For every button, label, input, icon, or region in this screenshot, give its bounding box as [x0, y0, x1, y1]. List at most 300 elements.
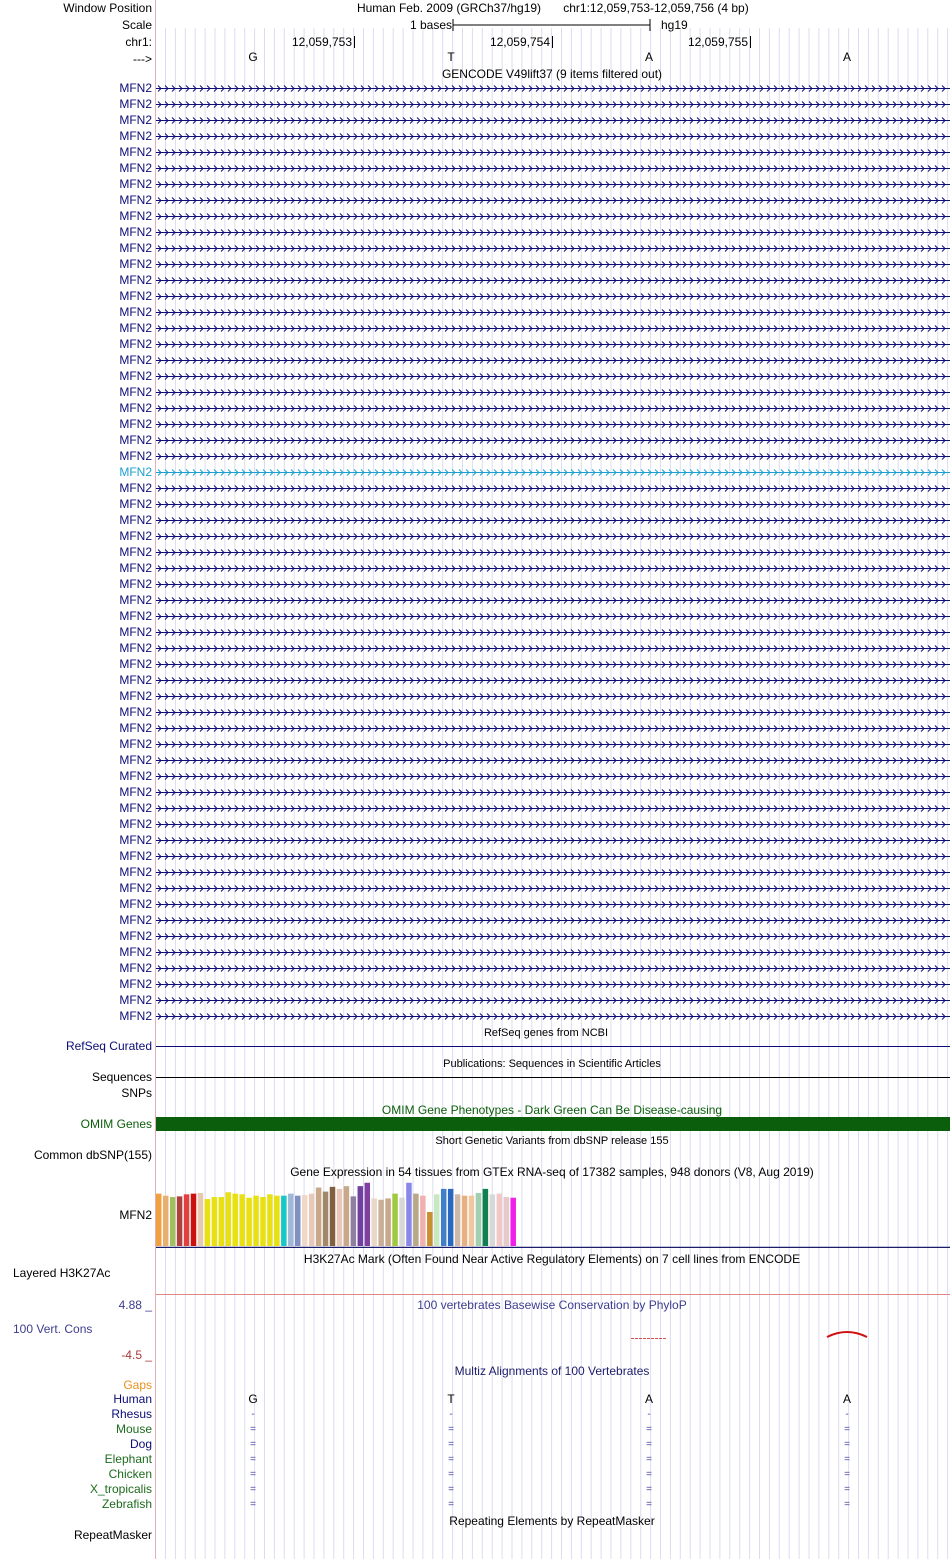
gtex-tissue-bar — [205, 1199, 211, 1246]
gene-intron-line — [156, 336, 950, 352]
gene-label-mfn2[interactable]: MFN2 — [119, 1009, 152, 1023]
gene-row[interactable] — [156, 736, 950, 752]
gtex-tissue-bar — [330, 1187, 336, 1246]
gtex-tissue-bar — [462, 1196, 468, 1246]
gtex-tissue-bar — [302, 1195, 308, 1246]
gtex-tissue-bar — [323, 1192, 329, 1246]
gene-intron-line — [156, 256, 950, 272]
gene-row[interactable] — [156, 896, 950, 912]
gene-label-mfn2[interactable]: MFN2 — [119, 209, 152, 223]
dbsnp-track-title: Short Genetic Variants from dbSNP release 155 — [435, 1135, 669, 1147]
gene-label-mfn2[interactable]: MFN2 — [119, 673, 152, 687]
alignment-cell: = — [844, 1439, 850, 1450]
repeatmasker-track-title: Repeating Elements by RepeatMasker — [449, 1514, 655, 1528]
gene-label-mfn2[interactable]: MFN2 — [119, 273, 152, 287]
gtex-tissue-bar — [358, 1186, 364, 1246]
gene-intron-line — [156, 608, 950, 624]
refseq-gene-line[interactable] — [156, 1040, 950, 1052]
gene-label-mfn2[interactable]: MFN2 — [119, 657, 152, 671]
gtex-tissue-bar — [253, 1196, 258, 1246]
gene-intron-line — [156, 576, 950, 592]
gtex-tissue-bar — [483, 1189, 489, 1246]
scale-label: Scale — [121, 18, 152, 32]
refseq-track-title: RefSeq genes from NCBI — [483, 1027, 609, 1039]
gene-intron-line — [156, 656, 950, 672]
gtex-tissue-bar — [434, 1194, 440, 1246]
ruler-ticks — [156, 34, 950, 50]
gene-label-mfn2[interactable]: MFN2 — [119, 785, 152, 799]
gene-intron-line — [156, 720, 950, 736]
gene-row[interactable] — [156, 288, 950, 304]
gene-label-mfn2[interactable]: MFN2 — [119, 769, 152, 783]
species-label-rhesus: Rhesus — [111, 1407, 152, 1421]
gene-row[interactable] — [156, 752, 950, 768]
gtex-tissue-bar — [365, 1183, 371, 1246]
gencode-track-title: GENCODE V49lift37 (9 items filtered out) — [441, 67, 663, 81]
alignment-cell: = — [250, 1484, 256, 1495]
gene-intron-line — [156, 976, 950, 992]
species-label-dog: Dog — [129, 1437, 152, 1451]
gene-intron-line — [156, 320, 950, 336]
gene-row[interactable] — [156, 240, 950, 256]
gene-row[interactable] — [156, 768, 950, 784]
h3k27ac-track-title: H3K27Ac Mark (Often Found Near Active Regulatory Elements) on 7 cell lines from ENCODE — [303, 1252, 801, 1266]
gene-intron-line — [156, 752, 950, 768]
gtex-tissue-bar — [490, 1194, 496, 1246]
alignment-cell: - — [845, 1409, 849, 1420]
gtex-tissue-bar — [226, 1192, 232, 1246]
alignment-cell: = — [250, 1469, 256, 1480]
gtex-bar-chart[interactable] — [156, 1178, 950, 1248]
gtex-track-title: Gene Expression in 54 tissues from GTEx RNA-seq of 17382 samples, 948 donors (V8, Aug 2019) — [290, 1165, 814, 1179]
gene-label-mfn2[interactable]: MFN2 — [119, 129, 152, 143]
gene-row[interactable] — [156, 432, 950, 448]
gene-label-mfn2[interactable]: MFN2 — [119, 449, 152, 463]
gtex-tissue-bar — [232, 1194, 238, 1246]
gene-row[interactable] — [156, 448, 950, 464]
gene-row[interactable] — [156, 80, 950, 96]
gene-row[interactable] — [156, 192, 950, 208]
gtex-tissue-bar — [337, 1189, 343, 1246]
gene-row[interactable] — [156, 112, 950, 128]
alignment-cell: G — [248, 1392, 258, 1406]
gene-label-mfn2[interactable]: MFN2 — [119, 593, 152, 607]
gtex-tissue-bar — [163, 1196, 169, 1246]
gene-intron-line — [156, 272, 950, 288]
scale-bar — [452, 16, 654, 33]
gene-row[interactable] — [156, 512, 950, 528]
gene-label-mfn2[interactable]: MFN2 — [119, 609, 152, 623]
gene-label-mfn2[interactable]: MFN2 — [119, 321, 152, 335]
window-position-label: Window Position — [63, 1, 152, 15]
alignment-cell: = — [844, 1499, 850, 1510]
gene-row[interactable] — [156, 272, 950, 288]
gtex-tissue-bar — [399, 1198, 405, 1246]
alignment-cell: = — [646, 1454, 652, 1465]
gtex-tissue-bar — [385, 1198, 391, 1246]
publications-line[interactable] — [156, 1071, 950, 1083]
alignment-cell: = — [448, 1469, 454, 1480]
alignment-cell: = — [646, 1499, 652, 1510]
gene-label-mfn2[interactable]: MFN2 — [119, 897, 152, 911]
gene-row[interactable] — [156, 400, 950, 416]
position-title: chr1:12,059,753-12,059,756 (4 bp) — [563, 1, 749, 15]
gene-label-mfn2[interactable]: MFN2 — [119, 929, 152, 943]
gtex-tissue-bar — [260, 1197, 266, 1246]
alignment-cell: = — [844, 1469, 850, 1480]
gene-label-mfn2[interactable]: MFN2 — [119, 945, 152, 959]
gtex-tissue-bar — [344, 1186, 350, 1246]
gene-row[interactable] — [156, 928, 950, 944]
gtex-tissue-bar — [510, 1198, 516, 1246]
gene-row[interactable] — [156, 1008, 950, 1024]
gene-row[interactable] — [156, 832, 950, 848]
gtex-tissue-bar — [219, 1197, 225, 1246]
gene-label-mfn2[interactable]: MFN2 — [119, 913, 152, 927]
species-label-human: Human — [113, 1392, 152, 1406]
gene-row[interactable] — [156, 848, 950, 864]
gene-intron-line — [156, 384, 950, 400]
gene-intron-line — [156, 528, 950, 544]
phylop-track-label[interactable]: 100 Vert. Cons — [13, 1322, 93, 1336]
gene-row[interactable] — [156, 160, 950, 176]
gene-intron-line — [156, 800, 950, 816]
gene-label-mfn2[interactable]: MFN2 — [119, 737, 152, 751]
gtex-tissue-bar — [295, 1196, 301, 1246]
dbsnp-track-label[interactable]: Common dbSNP(155) — [33, 1148, 152, 1162]
gene-label-mfn2[interactable]: MFN2 — [119, 833, 152, 847]
gene-row[interactable] — [156, 592, 950, 608]
alignment-cell: = — [448, 1484, 454, 1495]
gene-row[interactable] — [156, 368, 950, 384]
gene-label-mfn2[interactable]: MFN2 — [119, 97, 152, 111]
gene-row[interactable] — [156, 464, 950, 480]
gtex-tissue-bar — [392, 1194, 398, 1246]
gene-label-mfn2[interactable]: MFN2 — [119, 401, 152, 415]
species-label-mouse: Mouse — [115, 1422, 152, 1436]
gene-label-mfn2[interactable]: MFN2 — [119, 417, 152, 431]
alignment-cell: = — [646, 1439, 652, 1450]
phylop-track-title: 100 vertebrates Basewise Conservation by PhyloP — [417, 1298, 687, 1312]
multiz-track-title: Multiz Alignments of 100 Vertebrates — [454, 1364, 650, 1378]
gtex-tissue-bar — [288, 1194, 294, 1246]
gene-row[interactable] — [156, 176, 950, 192]
gtex-tissue-bar — [267, 1194, 273, 1246]
gtex-tissue-bar — [309, 1194, 315, 1246]
phylop-max-label: 4.88 _ — [118, 1298, 152, 1312]
gtex-tissue-bar — [420, 1196, 426, 1246]
gtex-tissue-bar — [274, 1196, 280, 1246]
alignment-cell: = — [448, 1439, 454, 1450]
gene-row[interactable] — [156, 96, 950, 112]
gene-intron-line — [156, 912, 950, 928]
gene-label-mfn2[interactable]: MFN2 — [119, 977, 152, 991]
publications-track-label[interactable]: Sequences — [91, 1070, 152, 1084]
gene-label-mfn2[interactable]: MFN2 — [119, 353, 152, 367]
gene-row[interactable] — [156, 656, 950, 672]
gene-intron-line — [156, 400, 950, 416]
gene-intron-line — [156, 640, 950, 656]
gene-label-mfn2[interactable]: MFN2 — [119, 881, 152, 895]
base-letter: T — [447, 50, 455, 64]
gene-label-mfn2[interactable]: MFN2 — [119, 225, 152, 239]
gene-label-mfn2[interactable]: MFN2 — [119, 145, 152, 159]
gene-intron-line — [156, 224, 950, 240]
gene-label-mfn2[interactable]: MFN2 — [119, 849, 152, 863]
gtex-tissue-bar — [476, 1193, 482, 1246]
gene-intron-line — [156, 432, 950, 448]
phylop-signal[interactable] — [156, 1325, 950, 1345]
gene-intron-line — [156, 240, 950, 256]
gene-label-mfn2[interactable]: MFN2 — [119, 753, 152, 767]
gene-row[interactable] — [156, 128, 950, 144]
db-label: hg19 — [661, 18, 688, 32]
gtex-tissue-bar — [406, 1183, 412, 1246]
gene-label-mfn2[interactable]: MFN2 — [119, 561, 152, 575]
alignment-cell: = — [250, 1424, 256, 1435]
base-letter: A — [842, 50, 852, 64]
refseq-track-label[interactable]: RefSeq Curated — [65, 1039, 152, 1053]
repeatmasker-track-label[interactable]: RepeatMasker — [73, 1528, 152, 1542]
gene-intron-line — [156, 128, 950, 144]
gene-intron-line — [156, 768, 950, 784]
gene-label-mfn2[interactable]: MFN2 — [119, 289, 152, 303]
gene-intron-line — [156, 704, 950, 720]
gtex-tissue-bar — [455, 1194, 461, 1246]
base-letter: A — [644, 50, 654, 64]
gene-row[interactable] — [156, 224, 950, 240]
snps-track-label[interactable]: SNPs — [121, 1086, 152, 1100]
gene-intron-line — [156, 352, 950, 368]
gtex-tissue-bar — [497, 1194, 503, 1246]
gene-row[interactable] — [156, 320, 950, 336]
gene-intron-line — [156, 480, 950, 496]
alignment-cell: - — [647, 1409, 651, 1420]
gene-intron-line — [156, 928, 950, 944]
tick-label: 12,059,753 — [291, 35, 352, 49]
gene-row[interactable] — [156, 608, 950, 624]
omim-track-title: OMIM Gene Phenotypes - Dark Green Can Be Disease-causing — [381, 1103, 723, 1117]
alignment-cell: T — [447, 1392, 455, 1406]
alignment-cell: = — [844, 1484, 850, 1495]
gene-row[interactable] — [156, 688, 950, 704]
gene-intron-line — [156, 368, 950, 384]
gene-intron-line — [156, 688, 950, 704]
gene-intron-line — [156, 736, 950, 752]
gtex-tissue-bar — [504, 1197, 510, 1246]
gene-row[interactable] — [156, 976, 950, 992]
gtex-tissue-bar — [191, 1194, 197, 1246]
gene-intron-line — [156, 816, 950, 832]
gene-intron-line — [156, 880, 950, 896]
gene-row[interactable] — [156, 672, 950, 688]
gene-intron-line — [156, 512, 950, 528]
alignment-cell: A — [644, 1392, 654, 1406]
gene-label-mfn2[interactable]: MFN2 — [119, 369, 152, 383]
gene-intron-line — [156, 496, 950, 512]
gene-row[interactable] — [156, 640, 950, 656]
gene-label-mfn2[interactable]: MFN2 — [119, 993, 152, 1007]
gene-label-mfn2[interactable]: MFN2 — [119, 721, 152, 735]
gtex-track-label[interactable]: MFN2 — [119, 1208, 152, 1222]
gene-intron-line — [156, 960, 950, 976]
gene-intron-line — [156, 160, 950, 176]
gene-intron-line — [156, 288, 950, 304]
gene-label-mfn2[interactable]: MFN2 — [119, 113, 152, 127]
gene-intron-line — [156, 448, 950, 464]
gene-row[interactable] — [156, 800, 950, 816]
gene-label-mfn2[interactable]: MFN2 — [119, 641, 152, 655]
alignment-cell: = — [448, 1499, 454, 1510]
gene-row[interactable] — [156, 992, 950, 1008]
gene-intron-line — [156, 864, 950, 880]
gene-row[interactable] — [156, 864, 950, 880]
gtex-tissue-bar — [378, 1200, 384, 1246]
gtex-tissue-bar — [212, 1197, 218, 1246]
gtex-tissue-bar — [351, 1196, 357, 1246]
tick-label: 12,059,755 — [687, 35, 748, 49]
gtex-tissue-bar — [239, 1194, 245, 1246]
base-letter: G — [248, 50, 258, 64]
gene-label-mfn2[interactable]: MFN2 — [119, 337, 152, 351]
gene-row[interactable] — [156, 208, 950, 224]
gene-label-mfn2[interactable]: MFN2 — [119, 385, 152, 399]
gene-intron-line — [156, 896, 950, 912]
gene-row[interactable] — [156, 256, 950, 272]
gtex-tissue-bar — [184, 1194, 190, 1246]
alignment-cell: = — [646, 1469, 652, 1480]
track-data-area[interactable] — [156, 0, 950, 1559]
gene-intron-line — [156, 176, 950, 192]
gene-label-mfn2[interactable]: MFN2 — [119, 241, 152, 255]
gene-row[interactable] — [156, 880, 950, 896]
gene-row[interactable] — [156, 144, 950, 160]
gene-row[interactable] — [156, 624, 950, 640]
gene-label-mfn2[interactable]: MFN2 — [119, 305, 152, 319]
gene-intron-line — [156, 80, 950, 96]
gene-intron-line — [156, 304, 950, 320]
strand-label: ---> — [133, 52, 152, 66]
gene-row[interactable] — [156, 912, 950, 928]
gene-intron-line — [156, 192, 950, 208]
alignment-cell: = — [646, 1424, 652, 1435]
gene-label-mfn2[interactable]: MFN2 — [119, 497, 152, 511]
tick-label: 12,059,754 — [489, 35, 550, 49]
gene-row[interactable] — [156, 480, 950, 496]
alignment-cell: = — [448, 1424, 454, 1435]
gene-label-mfn2[interactable]: MFN2 — [119, 961, 152, 975]
gene-label-mfn2[interactable]: MFN2 — [119, 257, 152, 271]
gene-intron-line — [156, 416, 950, 432]
gene-label-mfn2[interactable]: MFN2 — [119, 513, 152, 527]
gene-intron-line — [156, 112, 950, 128]
alignment-cell: A — [842, 1392, 852, 1406]
omim-track-label[interactable]: OMIM Genes — [80, 1117, 152, 1131]
phylop-min-label: -4.5 _ — [121, 1348, 152, 1362]
gene-row[interactable] — [156, 544, 950, 560]
gene-label-mfn2[interactable]: MFN2 — [119, 81, 152, 95]
species-label-x_tropicalis: X_tropicalis — [89, 1482, 152, 1496]
gtex-tissue-bar — [156, 1194, 162, 1246]
alignment-cell: = — [844, 1424, 850, 1435]
gtex-tissue-bar — [448, 1189, 454, 1246]
gtex-tissue-bar — [413, 1194, 419, 1246]
gene-row[interactable] — [156, 576, 950, 592]
gene-label-mfn2[interactable]: MFN2 — [119, 161, 152, 175]
species-label-elephant: Elephant — [104, 1452, 152, 1466]
gene-row[interactable] — [156, 720, 950, 736]
alignment-cell: = — [250, 1454, 256, 1465]
gene-intron-line — [156, 1008, 950, 1024]
gene-intron-line — [156, 784, 950, 800]
gene-row[interactable] — [156, 416, 950, 432]
scale-value: 1 bases — [409, 18, 452, 32]
species-label-chicken: Chicken — [108, 1467, 152, 1481]
gene-label-mfn2[interactable]: MFN2 — [119, 481, 152, 495]
gene-intron-line — [156, 944, 950, 960]
gene-label-mfn2[interactable]: MFN2 — [119, 817, 152, 831]
gene-intron-line — [156, 96, 950, 112]
gene-label-mfn2[interactable]: MFN2 — [119, 433, 152, 447]
gene-row[interactable] — [156, 528, 950, 544]
gene-row[interactable] — [156, 784, 950, 800]
gene-row[interactable] — [156, 304, 950, 320]
gene-row[interactable] — [156, 944, 950, 960]
gene-row[interactable] — [156, 496, 950, 512]
gene-label-mfn2[interactable]: MFN2 — [119, 545, 152, 559]
gene-row[interactable] — [156, 816, 950, 832]
h3k27ac-track-label[interactable]: Layered H3K27Ac — [13, 1266, 111, 1280]
gene-label-mfn2[interactable]: MFN2 — [119, 193, 152, 207]
gene-row[interactable] — [156, 960, 950, 976]
gene-row[interactable] — [156, 384, 950, 400]
multiz-gaps-label: Gaps — [123, 1378, 152, 1392]
gene-row[interactable] — [156, 560, 950, 576]
gene-label-mfn2[interactable]: MFN2 — [119, 705, 152, 719]
gtex-tissue-bar — [427, 1212, 433, 1246]
assembly-title: Human Feb. 2009 (GRCh37/hg19) — [356, 1, 542, 15]
omim-gene-bar[interactable] — [156, 1117, 950, 1131]
alignment-cell: = — [250, 1499, 256, 1510]
gene-label-mfn2[interactable]: MFN2 — [119, 577, 152, 591]
gtex-tissue-bar — [441, 1189, 447, 1246]
gene-label-mfn2[interactable]: MFN2 — [119, 529, 152, 543]
alignment-cell: = — [448, 1454, 454, 1465]
gene-intron-line — [156, 544, 950, 560]
gene-row[interactable] — [156, 336, 950, 352]
gene-label-mfn2[interactable]: MFN2 — [119, 177, 152, 191]
alignment-cell: - — [251, 1409, 255, 1420]
gene-label-mfn2[interactable]: MFN2 — [119, 689, 152, 703]
gtex-tissue-bar — [198, 1193, 204, 1246]
gene-label-mfn2[interactable]: MFN2 — [119, 625, 152, 639]
gene-row[interactable] — [156, 352, 950, 368]
gtex-tissue-bar — [170, 1197, 176, 1246]
gtex-tissue-bar — [469, 1196, 475, 1246]
gene-intron-line — [156, 848, 950, 864]
gtex-tissue-bar — [246, 1198, 252, 1246]
gene-row[interactable] — [156, 704, 950, 720]
gene-intron-line — [156, 464, 950, 480]
gene-intron-line — [156, 624, 950, 640]
species-label-zebrafish: Zebrafish — [101, 1497, 152, 1511]
publications-track-title: Publications: Sequences in Scientific Articles — [443, 1058, 661, 1070]
gene-label-mfn2[interactable]: MFN2 — [119, 865, 152, 879]
gtex-tissue-bar — [281, 1196, 287, 1246]
gene-label-mfn2[interactable]: MFN2 — [119, 801, 152, 815]
alignment-cell: = — [844, 1454, 850, 1465]
gene-label-mfn2[interactable]: MFN2 — [119, 465, 152, 479]
